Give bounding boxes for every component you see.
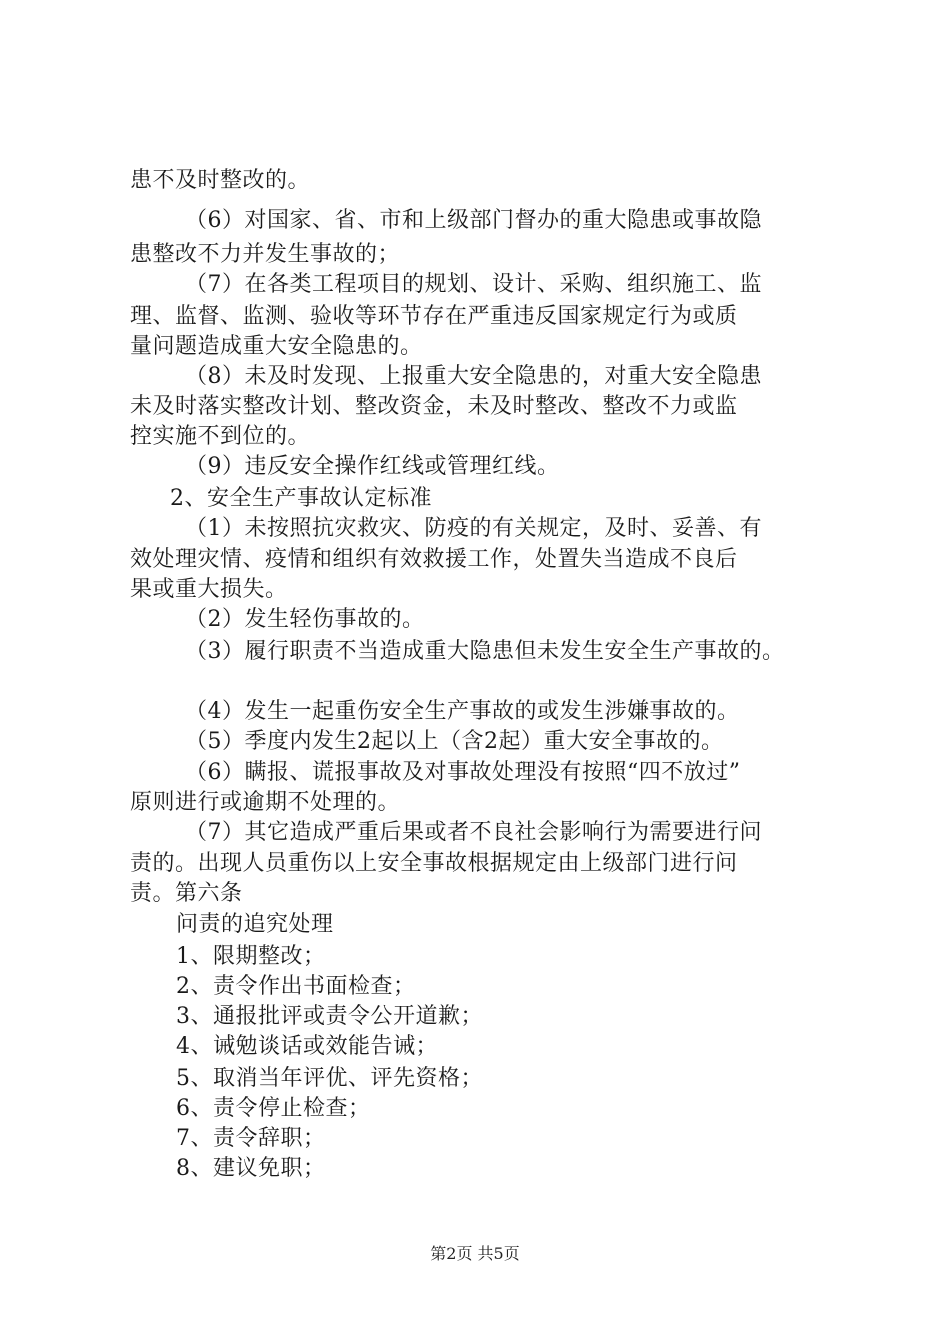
text-line: 责。第六条 bbox=[130, 881, 243, 906]
text-line: （7）其它造成严重后果或者不良社会影响行为需要进行问 bbox=[185, 820, 762, 845]
section-heading: 问责的追究处理 bbox=[176, 912, 334, 937]
text-line: 控实施不到位的。 bbox=[130, 424, 311, 449]
text-line: 量问题造成重大安全隐患的。 bbox=[130, 334, 423, 359]
text-line: 理、监督、监测、验收等环节存在严重违反国家规定行为或质 bbox=[130, 304, 738, 329]
list-item: 4、诫勉谈话或效能告诫； bbox=[176, 1034, 438, 1059]
text-line: （5）季度内发生2起以上（含2起）重大安全事故的。 bbox=[185, 729, 724, 754]
text-line: （3）履行职责不当造成重大隐患但未发生安全生产事故的。 bbox=[185, 639, 785, 664]
text-line: （1）未按照抗灾救灾、防疫的有关规定，及时、妥善、有 bbox=[185, 516, 762, 541]
list-item: 5、取消当年评优、评先资格； bbox=[176, 1066, 483, 1091]
text-line: （2）发生轻伤事故的。 bbox=[185, 607, 425, 632]
list-item: 1、限期整改； bbox=[176, 944, 326, 969]
text-line: 责的。出现人员重伤以上安全事故根据规定由上级部门进行问 bbox=[130, 851, 738, 876]
text-line: 患不及时整改的。 bbox=[130, 168, 311, 193]
list-item: 6、责令停止检查； bbox=[176, 1096, 371, 1121]
section-heading: 2、安全生产事故认定标准 bbox=[170, 486, 432, 511]
text-line: 果或重大损失。 bbox=[130, 577, 288, 602]
list-item: 7、责令辞职； bbox=[176, 1126, 326, 1151]
text-line: 原则进行或逾期不处理的。 bbox=[130, 790, 401, 815]
list-item: 8、建议免职； bbox=[176, 1156, 326, 1181]
text-line: 效处理灾情、疫情和组织有效救援工作，处置失当造成不良后 bbox=[130, 547, 738, 572]
text-line: （7）在各类工程项目的规划、设计、采购、组织施工、监 bbox=[185, 272, 762, 297]
text-line: 未及时落实整改计划、整改资金，未及时整改、整改不力或监 bbox=[130, 394, 738, 419]
page-footer: 第2页 共5页 bbox=[430, 1244, 520, 1263]
text-line: （4）发生一起重伤安全生产事故的或发生涉嫌事故的。 bbox=[185, 699, 740, 724]
text-line: 患整改不力并发生事故的； bbox=[130, 242, 401, 267]
text-line: （6）瞒报、谎报事故及对事故处理没有按照“四不放过” bbox=[185, 760, 741, 785]
text-line: （6）对国家、省、市和上级部门督办的重大隐患或事故隐 bbox=[185, 208, 762, 233]
list-item: 2、责令作出书面检查； bbox=[176, 974, 416, 999]
text-line: （9）违反安全操作红线或管理红线。 bbox=[185, 454, 560, 479]
text-line: （8）未及时发现、上报重大安全隐患的，对重大安全隐患 bbox=[185, 364, 762, 389]
list-item: 3、通报批评或责令公开道歉； bbox=[176, 1004, 483, 1029]
